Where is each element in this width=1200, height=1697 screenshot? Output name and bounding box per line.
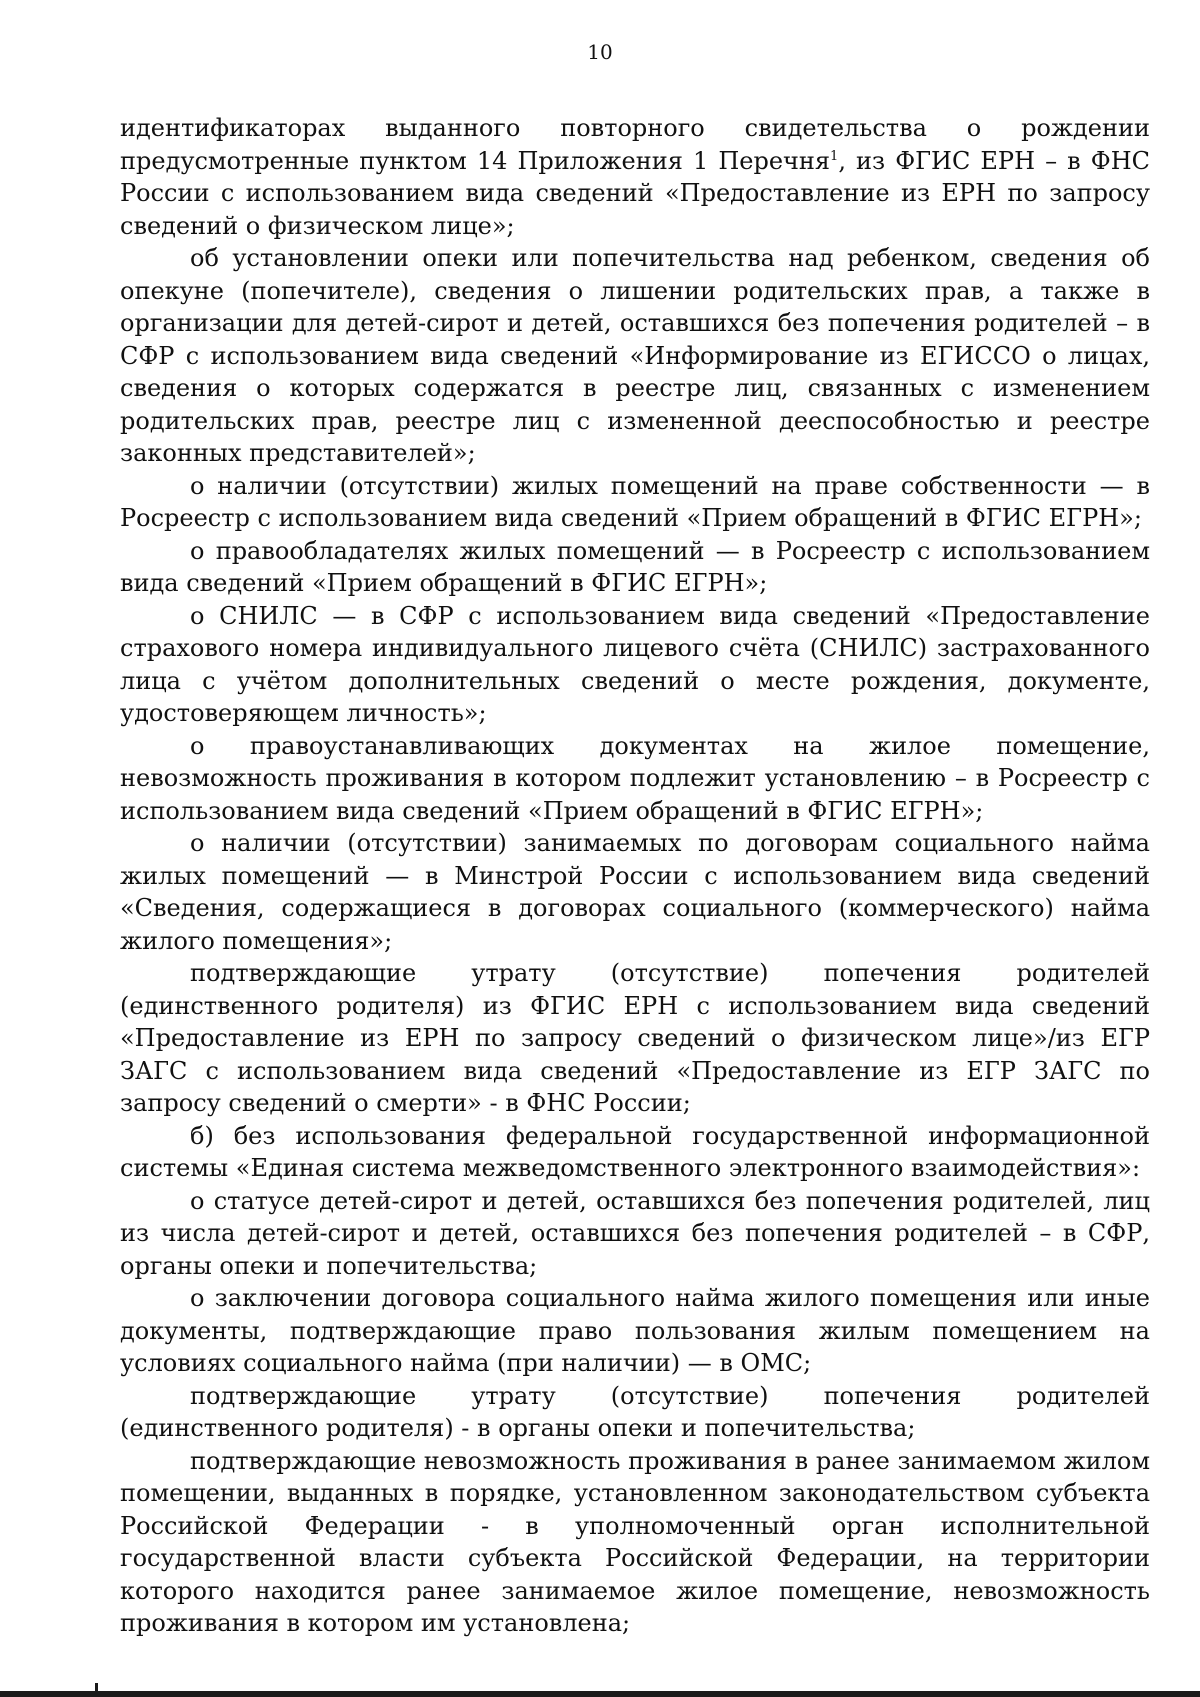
paragraph-text-after-footnote: , из ФГИС ЕРН – в ФНС России с использованием вида сведений «Предоставление из ЕРН по запросу сведений о физическом лице»; — [120, 146, 1150, 240]
paragraph-loss-of-care-fns: подтверждающие утрату (отсутствие) попечения родителей (единственного родителя) из ФГИС ЕРН с использованием вида сведений «Предоставление из ЕРН по запросу сведений о физическом лице»/из ЕГР ЗАГС с использованием вида сведений «Предоставление из ЕГР ЗАГС по запросу сведений о смерти» - в ФНС России; — [120, 959, 1150, 1117]
document-body — [120, 112, 1150, 1640]
paragraph-guardianship: об установлении опеки или попечительства над ребенком, сведения об опекуне (попечителе), сведения о лишении родительских прав, а также в организации для детей-сирот и детей, оставшихся без попечения родителей – в СФР с использованием вида сведений «Информирование из ЕГИССО о лицах, сведения о которых содержатся в реестре лиц, связанных с изменением родительских прав, реестре лиц с измененной дееспособностью и реестре законных представителей»; — [120, 244, 1150, 467]
page-number: 10 — [587, 40, 613, 64]
scan-edge-mark — [95, 1683, 98, 1691]
paragraph-text: идентификаторах выданного повторного свидетельства о рождении предусмотренные пунктом 14 Приложения 1 Перечня — [120, 114, 1150, 175]
paragraph-rights-holders: о правообладателях жилых помещений — в Росреестр с использованием вида сведений «Прием обращений в ФГИС ЕГРН»; — [120, 536, 1150, 597]
footnote-marker: 1 — [830, 148, 839, 164]
scan-bottom-edge — [0, 1691, 1200, 1697]
paragraph-continuation — [120, 112, 1150, 242]
paragraph-housing-ownership: о наличии (отсутствии) жилых помещений на праве собственности — в Росреестр с использованием вида сведений «Прием обращений в ФГИС ЕГРН»; — [120, 471, 1150, 532]
paragraph-housing-impossibility: подтверждающие невозможность проживания в ранее занимаемом жилом помещении, выданных в порядке, установленном законодательством субъекта Российской Федерации - в уполномоченный орган исполнительной государственной власти субъекта Российской Федерации, на территории которого находится ранее занимаемое жилое помещение, невозможность проживания в котором им установлена; — [120, 1446, 1150, 1637]
paragraph-title-documents: о правоустанавливающих документах на жилое помещение, невозможность проживания в котором подлежит установлению – в Росреестр с использованием вида сведений «Прием обращений в ФГИС ЕГРН»; — [120, 731, 1150, 825]
paragraph-rent-contract: о заключении договора социального найма жилого помещения или иные документы, подтверждающие право пользования жилым помещением на условиях социального найма (при наличии) — в ОМС; — [120, 1284, 1150, 1377]
paragraph-loss-of-care-guardianship: подтверждающие утрату (отсутствие) попечения родителей (единственного родителя) - в органы опеки и попечительства; — [120, 1381, 1150, 1442]
paragraph-snils: о СНИЛС — в СФР с использованием вида сведений «Предоставление страхового номера индивидуального лицевого счёта (СНИЛС) застрахованного лица с учётом дополнительных сведений о месте рождения, документе, удостоверяющем личность»; — [120, 601, 1150, 727]
paragraph-orphan-status: о статусе детей-сирот и детей, оставшихся без попечения родителей, лиц из числа детей-сирот и детей, оставшихся без попечения родителей – в СФР, органы опеки и попечительства; — [120, 1186, 1150, 1280]
paragraph-social-rent: о наличии (отсутствии) занимаемых по договорам социального найма жилых помещений — в Минстрой России с использованием вида сведений «Сведения, содержащиеся в договорах социального (коммерческого) найма жилого помещения»; — [120, 829, 1150, 955]
paragraph-section-b: б) без использования федеральной государственной информационной системы «Единая система межведомственного электронного взаимодействия»: — [120, 1121, 1150, 1182]
